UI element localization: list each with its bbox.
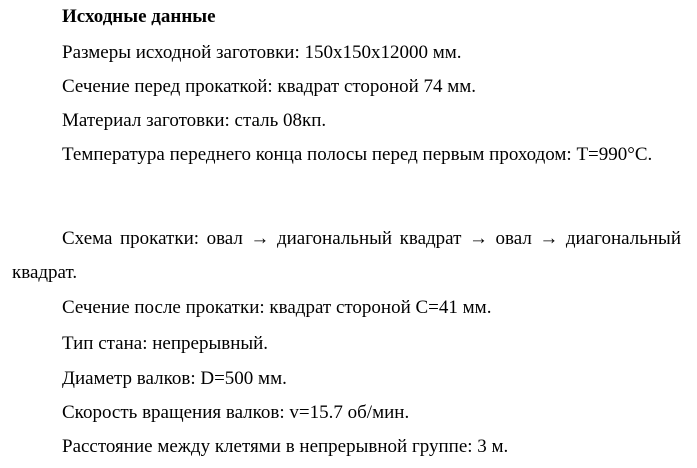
paragraph-roll-diameter: Диаметр валков: D=500 мм. [62,368,287,389]
paragraph-mill-type: Тип стана: непрерывный. [62,333,269,354]
paragraph-roll-speed: Скорость вращения валков: v=15.7 об/мин. [62,402,410,423]
paragraph-material: Материал заготовки: сталь 08кп. [62,110,327,131]
section-heading: Исходные данные [62,6,216,27]
paragraph-section-after: Сечение после прокатки: квадрат стороной C=41 мм. [62,297,492,318]
paragraph-temperature: Температура переднего конца полосы перед первым проходом: T=990°C. [62,144,653,165]
paragraph-stand-distance: Расстояние между клетями в непрерывной группе: 3 м. [62,436,509,457]
paragraph-blank-size: Размеры исходной заготовки: 150х150х12000 мм. [62,42,462,63]
paragraph-rolling-scheme: Схема прокатки: овал → диагональный квадрат → овал → диагональный квадрат. [12,228,681,283]
paragraph-section-before: Сечение перед прокаткой: квадрат стороной 74 мм. [62,76,477,97]
